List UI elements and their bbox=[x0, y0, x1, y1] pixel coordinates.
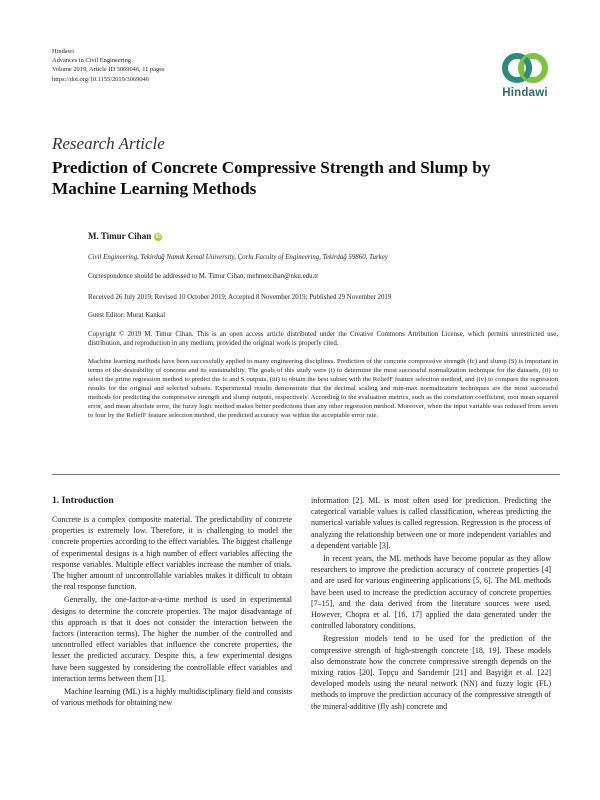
abstract: Machine learning methods have been successfully applied to many engineering disciplines. Prediction of the concrete compressive strength (fc) and slump (S) is important in terms of the desirability of concrete and its sustainability. The goals of this study were (i) to determine the most successful normalization technique for the datasets, (ii) to select the prime regression method to predict the fc and S outputs, (iii) to obtain the best subset with the ReliefF feature selection method, and (iv) to compare the regression results for the original and selected subsets. Experimental results demonstrate that the decimal scaling and min-max normalization techniques are the most successful methods for predicting the compressive strength and slump outputs, respectively. According to the evaluation metrics, such as the correlation coefficient, root mean squared error, and mean absolute error, the fuzzy logic method makes better predictions than any other regression method. Moreover, when the input variable was reduced from seven to four by the ReliefF feature selection method, the predicted accuracy was within the acceptable error rate. bbox=[88, 358, 558, 419]
publication-dates: Received 26 July 2019; Revised 10 October 2019; Accepted 8 November 2019; Published 29 November 2019 bbox=[88, 294, 392, 301]
journal-header bbox=[52, 47, 352, 84]
author-name[interactable]: M. Timur Cihan bbox=[88, 231, 152, 241]
affiliation: Civil Engineering, Tekirdağ Namık Kemal University, Çorlu Faculty of Engineering, Tekirdağ 59860, Turkey bbox=[88, 254, 388, 261]
volume-info: Volume 2019, Article ID 3069046, 11 pages bbox=[52, 66, 165, 74]
paragraph: Machine learning (ML) is a highly multidisciplinary field and consists of various methods for obtaining new bbox=[52, 687, 292, 708]
hindawi-logo-text: Hindawi bbox=[502, 87, 548, 99]
paragraph: Concrete is a complex composite material. The predictability of concrete properties is extremely low. Therefore, it is challenging to model the concrete properties according to the effect variables. The biggest challenge of experimental designs is a high number of effect variables affecting the response variables. Multiple effect variables increase the number of trials. The higher amount of uncontrollable variables makes it difficult to obtain the real response function. bbox=[52, 515, 292, 592]
correspondence: Correspondence should be addressed to M. Timur Cihan; mehmetcihan@nku.edu.tr bbox=[88, 273, 319, 280]
journal-name: Advances in Civil Engineering bbox=[52, 57, 131, 65]
article-title: Prediction of Concrete Compressive Strength and Slump by Machine Learning Methods bbox=[52, 158, 491, 198]
author-line bbox=[88, 232, 558, 241]
body-column-left bbox=[52, 495, 292, 708]
article-type: Research Article bbox=[52, 134, 165, 153]
paragraph: information [2]. ML is most often used for prediction. Predicting the categorical variable values is called classification, whereas predicting the numerical variable values is called regression. Regression is the process of analyzing the relationship between one or more independent variables and a dependent variable [3]. bbox=[311, 496, 551, 550]
paragraph: Generally, the one-factor-at-a-time method is used in experimental designs to determine the concrete properties. The major disadvantage of this approach is that it does not consider the interaction between the factors (interaction terms). The higher the number of the controlled and uncontrolled effect variables that influence the concrete properties, the lesser the predicted accuracy. Despite this, a few experimental designs have been suggested by considering the controllable effect variables and interaction terms between them [1]. bbox=[52, 595, 292, 683]
paragraph: Regression models tend to be used for the prediction of the compressive strength of high-strength concrete [18, 19]. These models also demonstrate how the concrete compressive strength depends on the mixing ratios [20]. Topçu and Sarıdemir [21] and Başyiğit et al. [22] developed models using the neural network (NN) and fuzzy logic (FL) methods to improve the prediction accuracy of the compressive strength of the mineral-additive (fly ash) concrete and bbox=[311, 634, 551, 711]
section-heading: 1. Introduction bbox=[52, 495, 114, 506]
guest-editor: Guest Editor: Murat Kankal bbox=[88, 312, 166, 319]
section-divider bbox=[52, 474, 560, 475]
body-column-right bbox=[311, 495, 551, 712]
publisher-name: Hindawi bbox=[52, 48, 75, 55]
orcid-icon[interactable]: iD bbox=[155, 233, 161, 240]
copyright-notice: Copyright © 2019 M. Timur Cihan. This is an open access article distributed under the Creative Commons Attribution License, which permits unrestricted use, distribution, and reproduction in any medium, provided the original work is properly cited. bbox=[88, 331, 558, 347]
paragraph: In recent years, the ML methods have become popular as they allow researchers to improve the prediction accuracy of concrete properties [4] and are used for various engineering applications [5, 6]. The ML methods have been used to increase the prediction accuracy of concrete properties [7–15], and the data derived from the literature sources were used. However, Chopra et al. [16, 17] applied the data generated under the controlled laboratory conditions. bbox=[311, 554, 551, 631]
doi-link[interactable]: https://doi.org/10.1155/2019/3069046 bbox=[52, 75, 149, 83]
